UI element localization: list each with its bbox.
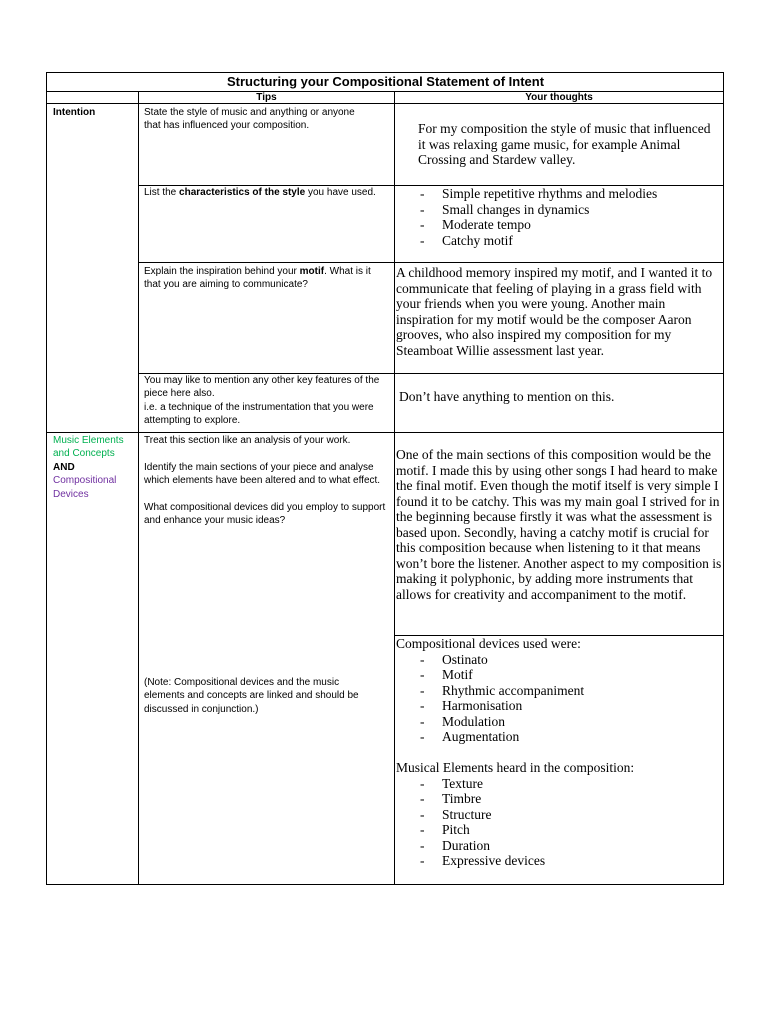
music-elements-label-and: AND [53,461,75,473]
answer-key-features: Don’t have anything to mention on this. [399,389,615,404]
tip-analysis-line: Treat this section like an analysis of your work. [144,435,351,446]
tips-header: Tips [256,92,277,103]
tip-motif-bold: motif [299,266,325,277]
tip-characteristics-suffix: you have used. [305,187,376,198]
tip-key-features [144,374,389,428]
column-divider-1 [138,91,139,885]
list-item: - Expressive devices [396,853,722,869]
list-item: - Modulation [396,714,722,730]
tip-characteristics-prefix: List the [144,187,180,198]
list-item: - Texture [396,776,722,792]
list-item: - Motif [396,667,722,683]
tip-motif [144,265,389,292]
devices-heading: Compositional devices used were: [396,636,581,651]
tip-characteristics-bold: characteristics of the style [179,187,306,198]
music-elements-label-green: Music Elements and Concepts [53,435,124,460]
column-divider-2 [394,91,395,885]
table-border-left [46,72,47,885]
list-item: - Harmonisation [396,698,722,714]
tip-style: State the style of music and anything or anyone that has influenced your composition. [144,107,355,132]
characteristics-list [396,186,722,248]
tip-characteristics [144,186,389,199]
elements-heading: Musical Elements heard in the composition: [396,760,635,775]
intention-row-divider-2 [138,262,724,263]
list-item: - Simple repetitive rhythms and melodies [396,186,722,202]
thoughts-header: Your thoughts [525,92,593,103]
list-item: - Moderate tempo [396,217,722,233]
tip-analysis [144,434,389,528]
tip-key-features-line1: You may like to mention any other key features of the piece here also. [144,375,380,400]
tip-key-features-line2: i.e. a technique of the instrumentation that you were attempting to explore. [144,401,374,427]
answer-devices-block [396,636,722,869]
list-item: - Augmentation [396,729,722,745]
answer-style: For my composition the style of music that influenced it was relaxing game music, for example Animal Crossing and Stardew valley. [418,121,711,167]
intention-label: Intention [53,107,96,118]
tip-devices-question: What compositional devices did you employ to support and enhance your music ideas? [144,502,386,527]
left-columns-bottom [46,884,395,885]
list-item: - Duration [396,838,722,854]
tip-motif-prefix: Explain the inspiration behind your [144,266,300,277]
tip-identify-sections: Identify the main sections of your piece and analyse which elements have been altered and to what effect. [144,461,381,487]
table-border-right [723,72,724,885]
list-item: - Rhythmic accompaniment [396,683,722,699]
music-elements-label [53,434,137,501]
answer-analysis: One of the main sections of this composition would be the motif. I made this by using other songs I had heard to make the final motif. Even though the motif itself is very simple I found it to be catchy. This was my main goal I strived for in the beginning because firstly it was what the assessment is based upon. Secondly, having a catchy motif is crucial for this composition because when listening to it that means won’t bore the listener. Another aspect to my composition is making it polyphonic, by adding more instruments that allows for creativity and accompaniment to the motif. [396,447,722,602]
list-item: - Structure [396,807,722,823]
music-elements-label-purple: Compositional Devices [53,475,117,500]
tip-note: (Note: Compositional devices and the music elements and concepts are linked and should be discussed in conjunction.) [144,677,359,715]
list-item: - Pitch [396,822,722,838]
list-item: - Timbre [396,791,722,807]
list-item: - Catchy motif [396,233,722,249]
list-item: - Small changes in dynamics [396,202,722,218]
tip-motif-suffix: . What is it that you are aiming to communicate? [144,266,371,291]
devices-list [396,652,722,745]
elements-list [396,776,722,869]
page-title: Structuring your Compositional Statement of Intent [226,74,545,89]
answer-motif: A childhood memory inspired my motif, and I wanted it to communicate that feeling of playing in a grass field with your friends when you were young. Another main inspiration for my motif would be the composer Aaron grooves, who also inspired my composition for my Steamboat Willie assessment last year. [396,265,713,358]
section-divider [46,432,724,433]
list-item: - Ostinato [396,652,722,668]
answer-column-bottom [394,884,724,885]
